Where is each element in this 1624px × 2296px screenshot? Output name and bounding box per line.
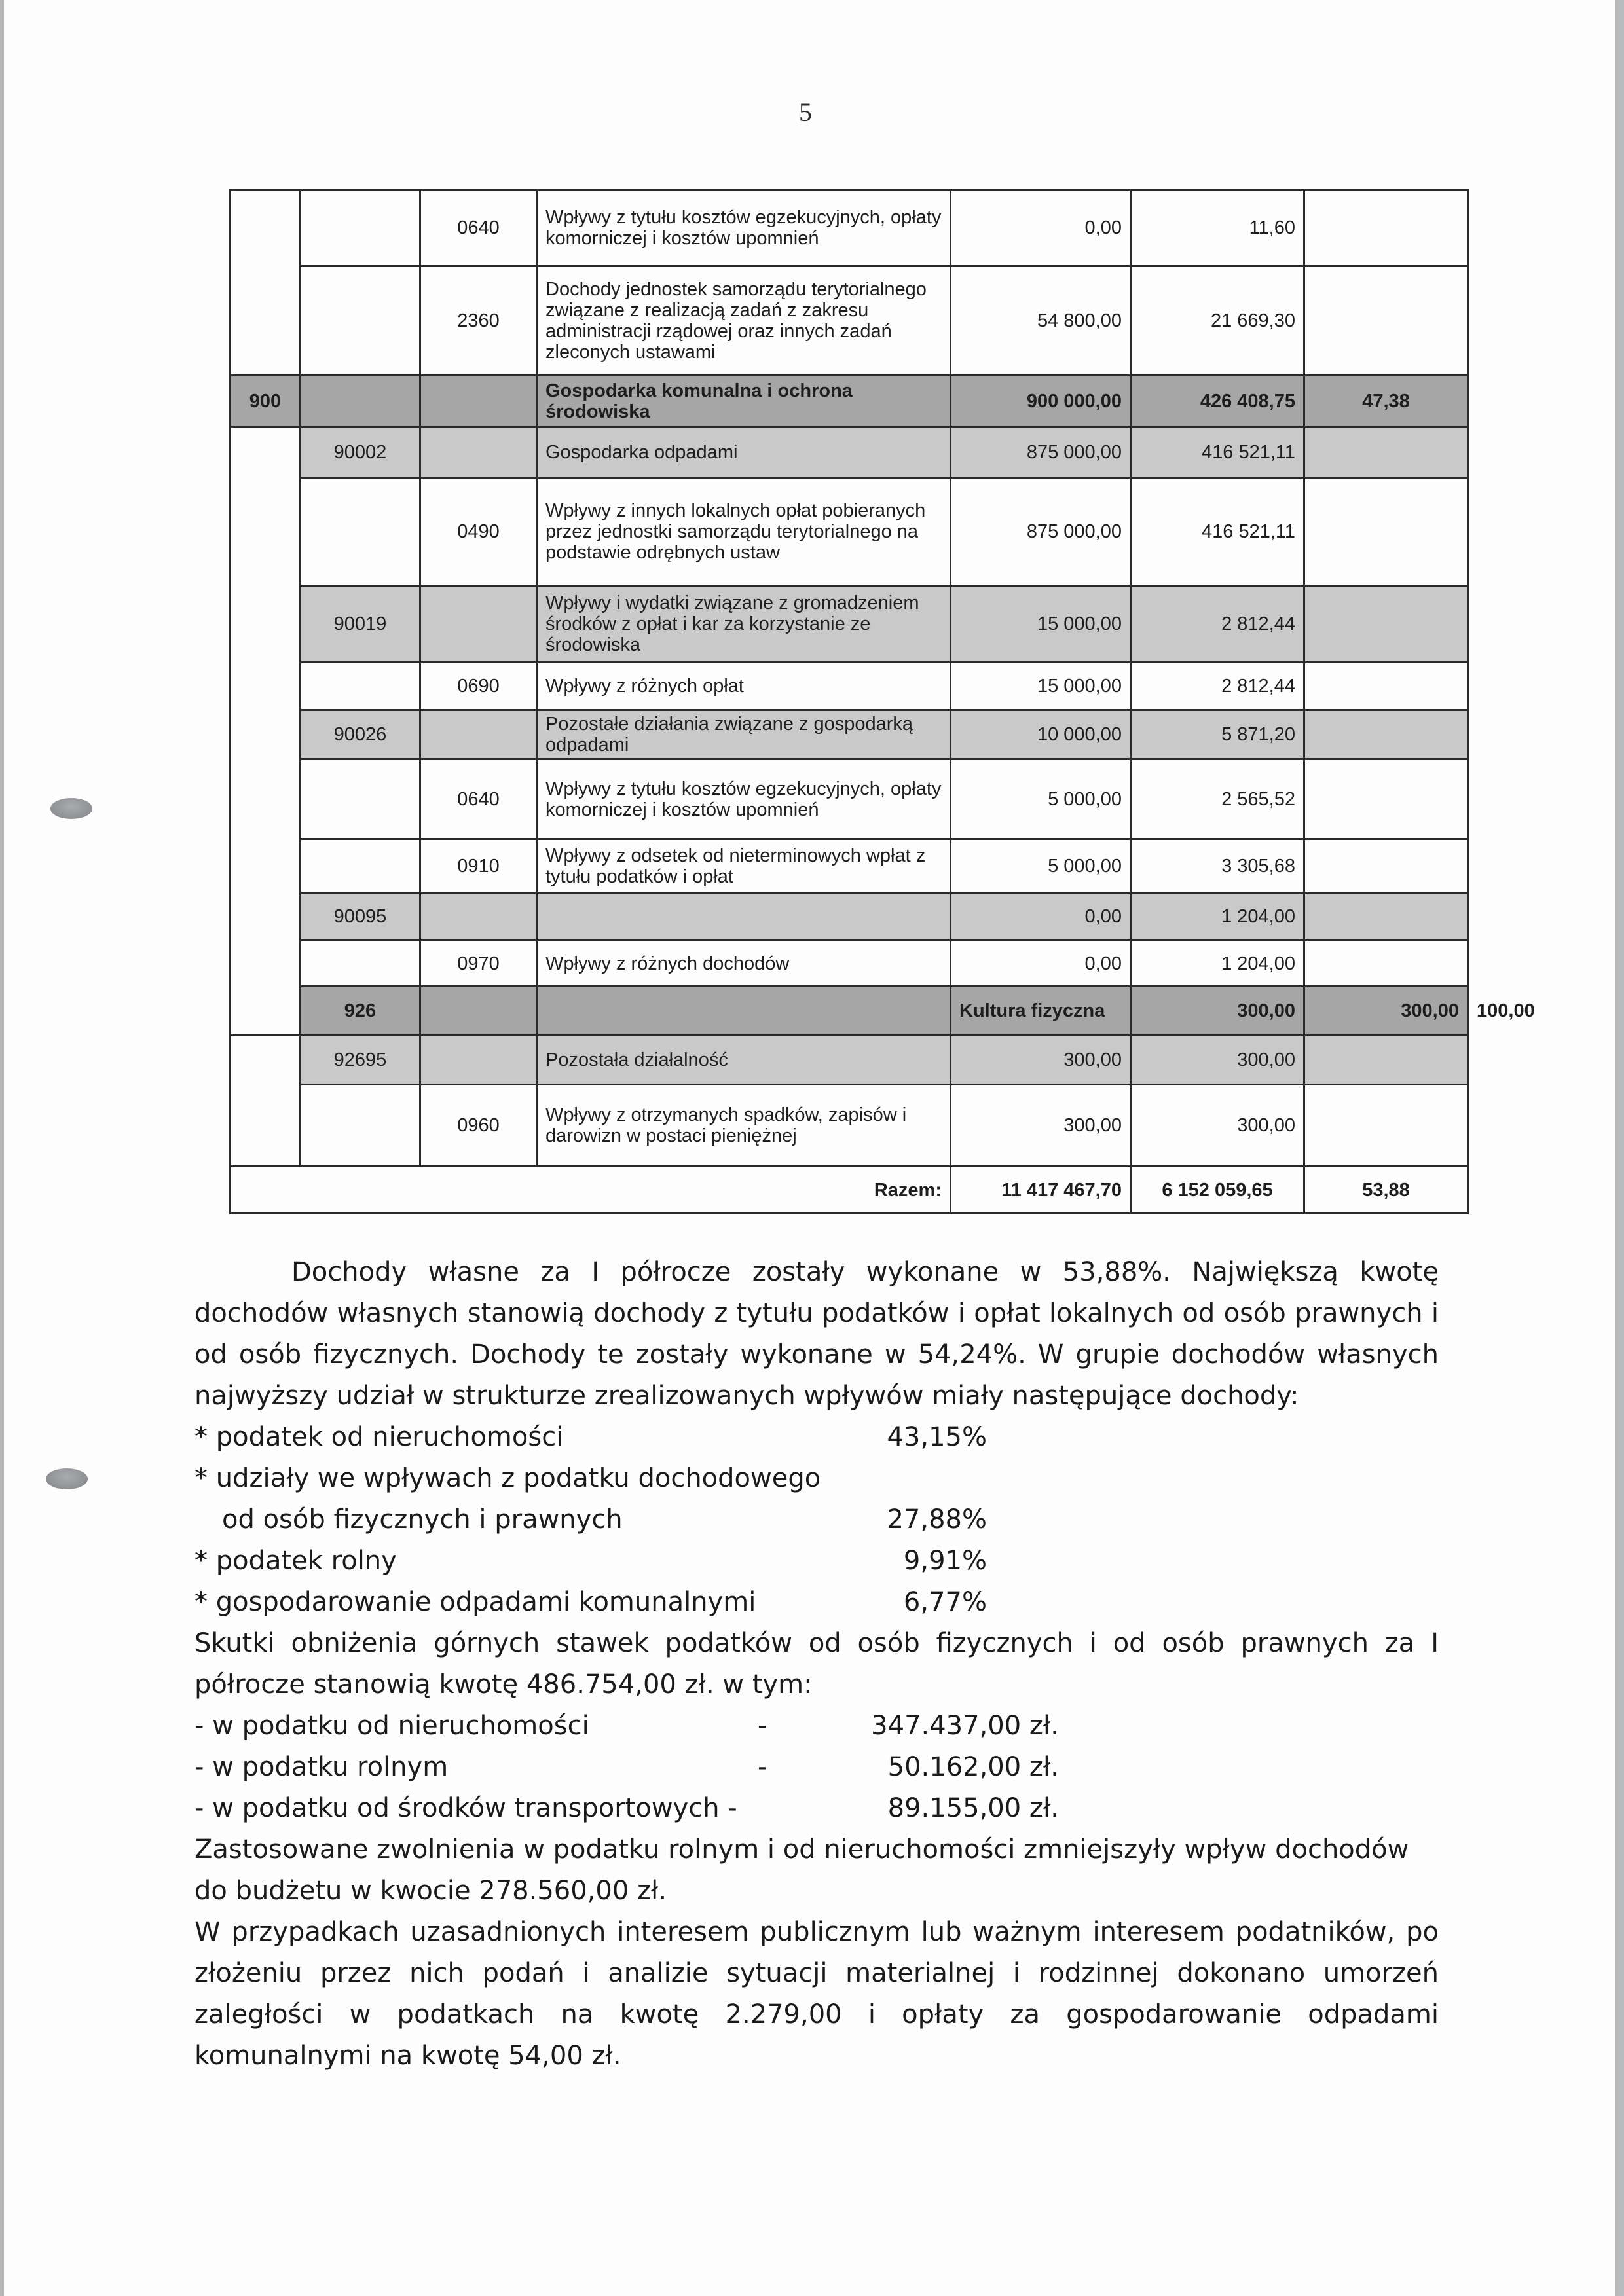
executed-cell: 1 204,00 bbox=[1131, 941, 1304, 987]
paragraf-cell bbox=[537, 987, 951, 1036]
plan-cell: 15 000,00 bbox=[951, 663, 1131, 710]
table-row bbox=[231, 839, 1468, 893]
table-row-dzial bbox=[231, 376, 1468, 427]
paragraf-cell bbox=[420, 376, 537, 427]
paragraf-cell bbox=[420, 586, 537, 663]
rozdzial-cell bbox=[301, 478, 420, 586]
percent-cell bbox=[1304, 427, 1468, 478]
rozdzial-cell bbox=[301, 376, 420, 427]
table-row bbox=[231, 478, 1468, 586]
name-cell: Wpływy z różnych opłat bbox=[537, 663, 951, 710]
plan-cell: 300,00 bbox=[1131, 987, 1304, 1036]
page-number: 5 bbox=[799, 98, 812, 127]
total-plan: 11 417 467,70 bbox=[951, 1167, 1131, 1214]
dzial-cell bbox=[231, 1036, 301, 1167]
effect-item: - w podatku rolnym - 50.162,00 zł. bbox=[194, 1752, 1059, 1782]
table-row-rozdzial bbox=[231, 1036, 1468, 1085]
name-cell: Dochody jednostek samorządu terytorialnego związane z realizacją zadań z zakresu administracji rządowej oraz innych zadań zleconych ustawami bbox=[537, 266, 951, 376]
effect-item: - w podatku od środków transportowych - 89.155,00 zł. bbox=[194, 1793, 1059, 1823]
executed-cell: 3 305,68 bbox=[1131, 839, 1304, 893]
name-cell: Kultura fizyczna bbox=[951, 987, 1131, 1036]
paragraf-cell bbox=[420, 427, 537, 478]
table-row-rozdzial bbox=[231, 427, 1468, 478]
rozdzial-cell bbox=[301, 941, 420, 987]
paragraf-cell: 0490 bbox=[420, 478, 537, 586]
rozdzial-cell bbox=[301, 266, 420, 376]
name-cell: Wpływy z innych lokalnych opłat pobieranych przez jednostki samorządu terytorialnego na podstawie odrębnych ustaw bbox=[537, 478, 951, 586]
percent-cell bbox=[1304, 710, 1468, 759]
rozdzial-cell bbox=[301, 663, 420, 710]
paragraf-cell: 2360 bbox=[420, 266, 537, 376]
table-row bbox=[231, 759, 1468, 839]
table-row-dzial: 926 Kultura fizyczna 300,00 300,00 100,00 bbox=[231, 987, 1468, 1036]
name-cell: Wpływy z otrzymanych spadków, zapisów i darowizn w postaci pieniężnej bbox=[537, 1085, 951, 1167]
rozdzial-cell: 90002 bbox=[301, 427, 420, 478]
executed-cell: 300,00 bbox=[1131, 1036, 1304, 1085]
plan-cell: 875 000,00 bbox=[951, 478, 1131, 586]
plan-cell: 54 800,00 bbox=[951, 266, 1131, 376]
plan-cell: 5 000,00 bbox=[951, 759, 1131, 839]
percent-cell bbox=[1304, 759, 1468, 839]
plan-cell: 300,00 bbox=[951, 1036, 1131, 1085]
name-cell: Pozostała działalność bbox=[537, 1036, 951, 1085]
name-cell: Wpływy z różnych dochodów bbox=[537, 941, 951, 987]
executed-cell: 5 871,20 bbox=[1131, 710, 1304, 759]
percent-cell bbox=[1304, 478, 1468, 586]
punch-hole-bottom bbox=[46, 1468, 88, 1489]
percent-cell bbox=[1304, 266, 1468, 376]
name-cell: Pozostałe działania związane z gospodarką odpadami bbox=[537, 710, 951, 759]
paragraph-exemptions: Zastosowane zwolnienia w podatku rolnym i od nieruchomości zmniejszyły wpływ dochodów do budżetu w kwocie 278.560,00 zł. bbox=[194, 1834, 1409, 1906]
percent-cell bbox=[1304, 1085, 1468, 1167]
share-item: * podatek rolny 9,91% bbox=[194, 1546, 987, 1576]
table-row bbox=[231, 1085, 1468, 1167]
name-cell: Wpływy z tytułu kosztów egzekucyjnych, opłaty komorniczej i kosztów upomnień bbox=[537, 759, 951, 839]
percent-cell bbox=[1304, 190, 1468, 266]
executed-cell: 2 812,44 bbox=[1131, 586, 1304, 663]
executed-cell: 426 408,75 bbox=[1131, 376, 1304, 427]
name-cell: Wpływy i wydatki związane z gromadzeniem środków z opłat i kar za korzystanie ze środowiska bbox=[537, 586, 951, 663]
scan-edge-right bbox=[1615, 0, 1624, 2296]
table-row-rozdzial bbox=[231, 710, 1468, 759]
table-row-rozdzial bbox=[231, 586, 1468, 663]
dzial-cell bbox=[231, 427, 301, 1036]
total-executed: 6 152 059,65 bbox=[1131, 1167, 1304, 1214]
percent-cell bbox=[1304, 663, 1468, 710]
percent-cell bbox=[1304, 586, 1468, 663]
percent-cell bbox=[1304, 941, 1468, 987]
paragraf-cell: 0640 bbox=[420, 759, 537, 839]
table-row-rozdzial bbox=[231, 893, 1468, 941]
executed-cell: 300,00 bbox=[1131, 1085, 1304, 1167]
table-row bbox=[231, 663, 1468, 710]
paragraf-cell: 0690 bbox=[420, 663, 537, 710]
paragraph-own-revenue: Dochody własne za I półrocze zostały wykonane w 53,88%. Największą kwotę dochodów własnych stanowią dochody z tytułu podatków i opłat lokalnych od osób prawnych i od osób fizycznych. Dochody te zostały wykonane w 54,24%. W grupie dochodów własnych najwyższy udział w strukturze zrealizowanych wpływów miały następujące dochody: bbox=[194, 1257, 1439, 1411]
table-total-row bbox=[231, 1167, 1468, 1214]
name-cell: Gospodarka komunalna i ochrona środowiska bbox=[537, 376, 951, 427]
rozdzial-cell bbox=[301, 759, 420, 839]
name-cell: Wpływy z tytułu kosztów egzekucyjnych, opłaty komorniczej i kosztów upomnień bbox=[537, 190, 951, 266]
total-percent: 53,88 bbox=[1304, 1167, 1468, 1214]
summary-text bbox=[194, 1252, 1439, 2077]
executed-cell: 2 565,52 bbox=[1131, 759, 1304, 839]
executed-cell: 416 521,11 bbox=[1131, 427, 1304, 478]
dzial-cell: 900 bbox=[231, 376, 301, 427]
plan-cell: 900 000,00 bbox=[951, 376, 1131, 427]
paragraf-cell: 0960 bbox=[420, 1085, 537, 1167]
plan-cell: 0,00 bbox=[951, 941, 1131, 987]
table-row bbox=[231, 941, 1468, 987]
paragraf-cell bbox=[420, 1036, 537, 1085]
paragraf-cell: 0640 bbox=[420, 190, 537, 266]
plan-cell: 10 000,00 bbox=[951, 710, 1131, 759]
executed-cell: 1 204,00 bbox=[1131, 893, 1304, 941]
share-item: od osób fizycznych i prawnych 27,88% bbox=[222, 1504, 987, 1535]
effect-item: - w podatku od nieruchomości - 347.437,00 zł. bbox=[194, 1711, 1059, 1741]
total-label: Razem: bbox=[231, 1167, 951, 1214]
table-row bbox=[231, 266, 1468, 376]
paragraph-tax-reduction: Skutki obniżenia górnych stawek podatków od osób fizycznych i od osób prawnych za I półrocze stanowią kwotę 486.754,00 zł. w tym: bbox=[194, 1628, 1439, 1700]
plan-cell: 875 000,00 bbox=[951, 427, 1131, 478]
rozdzial-cell bbox=[301, 190, 420, 266]
percent-cell: 47,38 bbox=[1304, 376, 1468, 427]
rozdzial-cell: 90095 bbox=[301, 893, 420, 941]
executed-cell: 2 812,44 bbox=[1131, 663, 1304, 710]
rozdzial-cell bbox=[301, 1085, 420, 1167]
dzial-cell bbox=[231, 190, 301, 376]
rozdzial-cell bbox=[301, 839, 420, 893]
revenue-table bbox=[229, 189, 1535, 1214]
paragraf-cell: 0910 bbox=[420, 839, 537, 893]
plan-cell: 0,00 bbox=[951, 893, 1131, 941]
punch-hole-top bbox=[50, 798, 92, 819]
executed-cell: 21 669,30 bbox=[1131, 266, 1304, 376]
plan-cell: 5 000,00 bbox=[951, 839, 1131, 893]
plan-cell: 300,00 bbox=[951, 1085, 1131, 1167]
share-item: * udziały we wpływach z podatku dochodowego bbox=[194, 1463, 821, 1493]
executed-cell: 416 521,11 bbox=[1131, 478, 1304, 586]
percent-cell bbox=[1304, 839, 1468, 893]
percent-cell bbox=[1304, 1036, 1468, 1085]
rozdzial-cell: 90026 bbox=[301, 710, 420, 759]
name-cell bbox=[537, 893, 951, 941]
paragraf-cell bbox=[420, 710, 537, 759]
name-cell: Gospodarka odpadami bbox=[537, 427, 951, 478]
dzial-cell: 926 bbox=[301, 987, 420, 1036]
executed-cell: 300,00 bbox=[1304, 987, 1468, 1036]
paragraf-cell bbox=[420, 893, 537, 941]
executed-cell: 11,60 bbox=[1131, 190, 1304, 266]
share-item: * gospodarowanie odpadami komunalnymi 6,77% bbox=[194, 1587, 987, 1617]
share-item: * podatek od nieruchomości 43,15% bbox=[194, 1422, 987, 1452]
scan-edge-left bbox=[0, 0, 4, 2296]
rozdzial-cell: 92695 bbox=[301, 1036, 420, 1085]
paragraph-remissions: W przypadkach uzasadnionych interesem publicznym lub ważnym interesem podatników, po złożeniu przez nich podań i analizie sytuacji materialnej i rodzinnej dokonano umorzeń zaległości w podatkach na kwotę 2.279,00 i opłaty za gospodarowanie odpadami komunalnymi na kwotę 54,00 zł. bbox=[194, 1917, 1439, 2071]
plan-cell: 0,00 bbox=[951, 190, 1131, 266]
paragraf-cell: 0970 bbox=[420, 941, 537, 987]
rozdzial-cell: 90019 bbox=[301, 586, 420, 663]
name-cell: Wpływy z odsetek od nieterminowych wpłat z tytułu podatków i opłat bbox=[537, 839, 951, 893]
plan-cell: 15 000,00 bbox=[951, 586, 1131, 663]
percent-cell bbox=[1304, 893, 1468, 941]
rozdzial-cell bbox=[420, 987, 537, 1036]
table-row bbox=[231, 190, 1468, 266]
